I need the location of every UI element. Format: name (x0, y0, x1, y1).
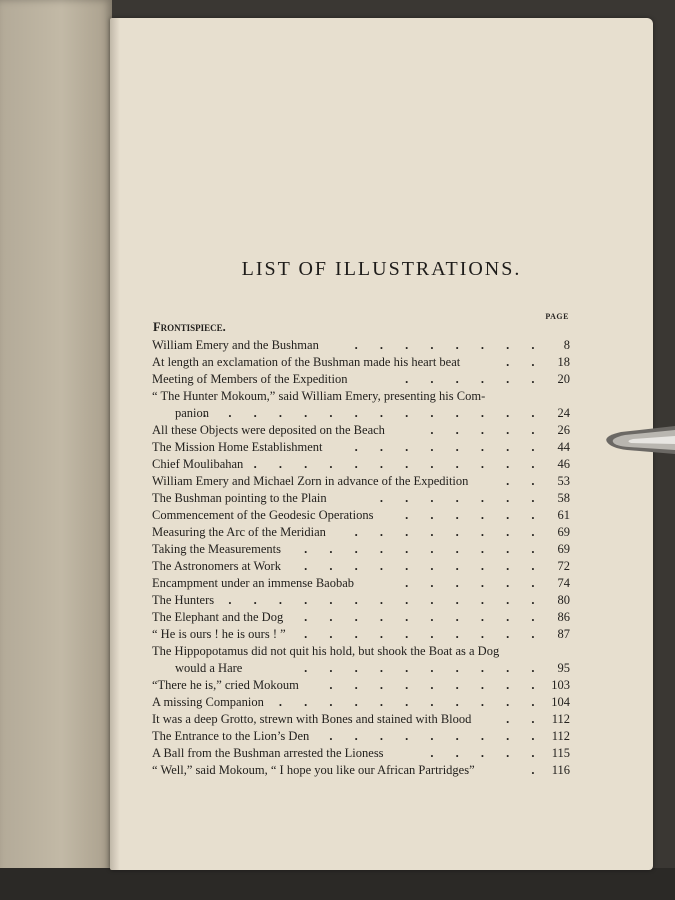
book-page (110, 18, 653, 870)
toc-entry (152, 423, 570, 440)
leader-dots: . . . . . . (405, 576, 544, 590)
leader-dots: . . . . . . . . . (329, 729, 544, 743)
entry-page: 115 (551, 746, 570, 760)
page-column-header: PAGE (545, 312, 569, 321)
entry-title: At length an exclamation of the Bushman made his heart beat (152, 355, 461, 369)
entry-title: would a Hare (175, 661, 243, 675)
entry-page: 8 (563, 338, 570, 352)
gutter-shadow (110, 18, 120, 870)
toc-entry (152, 491, 570, 508)
leader-dots: . . . . . . (405, 508, 544, 522)
leader-dots: . . . . . . . . (354, 525, 544, 539)
toc-entry (152, 525, 570, 542)
frontispiece-label: Frontispiece. (153, 320, 226, 334)
leader-dots: . . . . . . . . . . . (278, 695, 544, 709)
toc-entry (152, 610, 570, 627)
toc-entry (152, 389, 570, 406)
leader-dots: . . . . . (430, 746, 544, 760)
entry-page: 26 (557, 423, 570, 437)
entry-page: 87 (557, 627, 570, 641)
entry-page: 61 (557, 508, 570, 522)
entry-page: 112 (551, 729, 570, 743)
entry-title: William Emery and the Bushman (152, 338, 319, 352)
entry-title: The Hippopotamus did not quit his hold, but shook the Boat as a Dog (152, 644, 500, 658)
entry-page: 18 (557, 355, 570, 369)
toc-entry (152, 474, 570, 491)
toc-entry (152, 712, 570, 729)
entry-page: 69 (557, 542, 570, 556)
leader-dots: . . . . . . (405, 372, 544, 386)
toc-entry (152, 355, 570, 372)
leader-dots: . . . . . . . . . . . . . (228, 593, 544, 607)
toc-entry (152, 763, 570, 780)
entry-title: Encampment under an immense Baobab (152, 576, 355, 590)
book-cover-edge (0, 868, 675, 900)
entry-title: A Ball from the Bushman arrested the Lioness (152, 746, 384, 760)
entry-page: 104 (551, 695, 570, 709)
toc-entry (152, 406, 570, 423)
entry-title: Commencement of the Geodesic Operations (152, 508, 374, 522)
toc-entry (152, 372, 570, 389)
entry-title: “ He is ours ! he is ours ! ” (152, 627, 286, 641)
toc-entry (152, 644, 570, 661)
entry-title: “ The Hunter Mokoum,” said William Emery, presenting his Com- (152, 389, 486, 403)
entry-page: 86 (557, 610, 570, 624)
toc-entry (152, 746, 570, 763)
leader-dots: . (531, 763, 544, 777)
entry-title: “ Well,” said Mokoum, “ I hope you like our African Partridges” (152, 763, 475, 777)
entry-title: The Mission Home Establishment (152, 440, 323, 454)
leader-dots: . . . . . . . . . . (304, 610, 544, 624)
leader-dots: . . (506, 712, 544, 726)
page-title: LIST OF ILLUSTRATIONS. (241, 258, 522, 280)
toc-entry (152, 627, 570, 644)
entry-page: 116 (551, 763, 570, 777)
entry-title: William Emery and Michael Zorn in advance of the Expedition (152, 474, 469, 488)
entry-title: Meeting of Members of the Expedition (152, 372, 348, 386)
entry-title: Taking the Measurements (152, 542, 281, 556)
entry-page: 80 (557, 593, 570, 607)
entry-page: 74 (557, 576, 570, 590)
leader-dots: . . . . . . . . . (329, 678, 544, 692)
entry-title: The Astronomers at Work (152, 559, 281, 573)
leader-dots: . . . . . . . . . . (304, 559, 544, 573)
entry-page: 95 (557, 661, 570, 675)
entry-page: 103 (551, 678, 570, 692)
bookmark-clip-icon (603, 424, 675, 458)
entry-page: 46 (557, 457, 570, 471)
toc-entry (152, 729, 570, 746)
entry-title: It was a deep Grotto, strewn with Bones and stained with Blood (152, 712, 472, 726)
leader-dots: . . . . . . . . . . (304, 542, 544, 556)
entry-page: 69 (557, 525, 570, 539)
entry-page: 53 (557, 474, 570, 488)
entry-page: 20 (557, 372, 570, 386)
toc-entry (152, 559, 570, 576)
entry-title: Measuring the Arc of the Meridian (152, 525, 326, 539)
toc-entry (152, 678, 570, 695)
leader-dots: . . . . . . . . (354, 440, 544, 454)
leader-dots: . . . . . . . . . . . . . . (203, 406, 544, 420)
facing-left-page (0, 0, 112, 900)
leader-dots: . . . . . . . . . . (304, 627, 544, 641)
entry-title: Chief Moulibahan (152, 457, 244, 471)
leader-dots: . . . . . . . . (354, 338, 544, 352)
leader-dots: . . . . . (430, 423, 544, 437)
toc-entry (152, 457, 570, 474)
toc-entry (152, 695, 570, 712)
entry-page: 24 (557, 406, 570, 420)
toc-entry (152, 593, 570, 610)
entry-page: 72 (557, 559, 570, 573)
toc-entry (152, 508, 570, 525)
toc-entry (152, 576, 570, 593)
toc-entry (152, 338, 570, 355)
toc-entry (152, 661, 570, 678)
leader-dots: . . (506, 355, 544, 369)
entry-title: “There he is,” cried Mokoum (152, 678, 299, 692)
entry-title: The Bushman pointing to the Plain (152, 491, 327, 505)
entry-page: 112 (551, 712, 570, 726)
entry-title: All these Objects were deposited on the Beach (152, 423, 385, 437)
entry-page: 44 (557, 440, 570, 454)
entry-title: The Entrance to the Lion’s Den (152, 729, 310, 743)
leader-dots: . . (506, 474, 544, 488)
entry-title: A missing Companion (152, 695, 264, 709)
entry-title: The Elephant and the Dog (152, 610, 284, 624)
toc-entry (152, 542, 570, 559)
toc-entry (152, 440, 570, 457)
leader-dots: . . . . . . . (379, 491, 544, 505)
entry-title: panion (175, 406, 210, 420)
entry-page: 58 (557, 491, 570, 505)
entry-title: The Hunters (152, 593, 215, 607)
leader-dots: . . . . . . . . . . (304, 661, 544, 675)
leader-dots: . . . . . . . . . . . . (253, 457, 544, 471)
